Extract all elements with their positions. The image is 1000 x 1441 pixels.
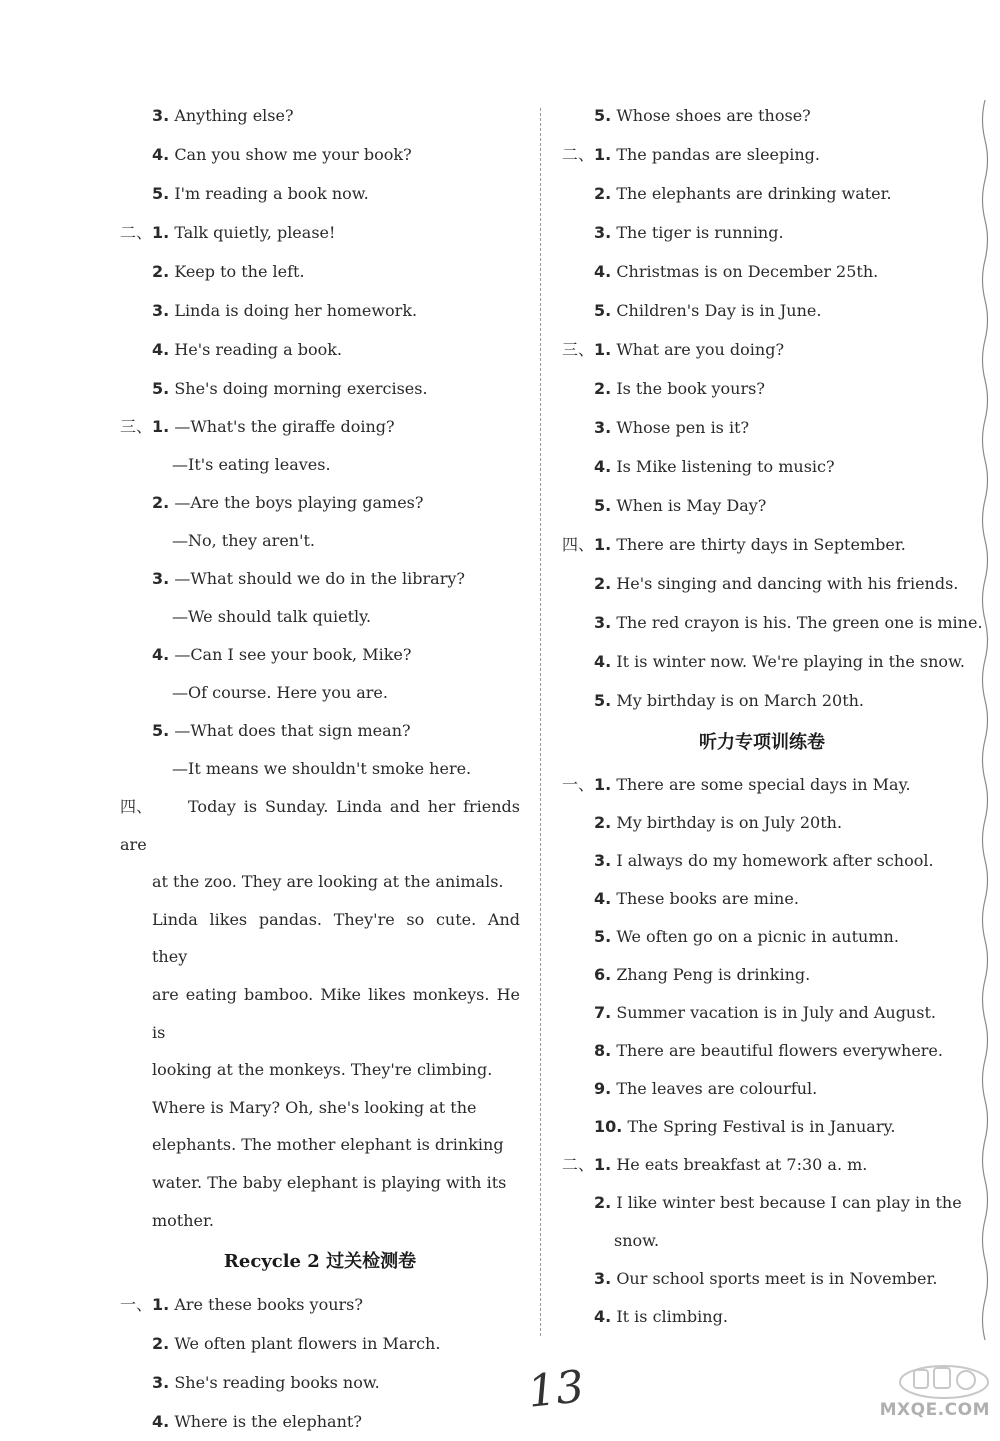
passage-line: looking at the monkeys. They're climbing. — [152, 1060, 493, 1080]
dialogue-answer: —It means we shouldn't smoke here. — [172, 759, 472, 778]
list-item: 4. It is winter now. We're playing in the snow. — [594, 652, 965, 671]
section-marker: 二、 — [120, 223, 153, 242]
passage-line: are eating bamboo. Mike likes monkeys. He is — [152, 984, 520, 1042]
list-item: 5. We often go on a picnic in autumn. — [594, 927, 899, 946]
list-item: 4. It is climbing. — [594, 1307, 728, 1326]
watermark-logo-icon — [874, 1358, 994, 1402]
dialogue-question: 5. —What does that sign mean? — [152, 721, 411, 740]
list-item: 2. I like winter best because I can play in the — [594, 1193, 962, 1212]
column-divider — [540, 108, 541, 1336]
list-item: 5. When is May Day? — [594, 496, 767, 515]
list-item: 一、1. Are these books yours? — [120, 1285, 520, 1324]
list-item: 5. My birthday is on March 20th. — [594, 691, 865, 710]
section-marker: 四、 — [120, 797, 153, 816]
list-item: 2. Is the book yours? — [594, 379, 765, 398]
list-item: 三、1. What are you doing? — [562, 330, 962, 369]
passage — [120, 788, 520, 1239]
dialogue-question: 3. —What should we do in the library? — [152, 569, 465, 588]
list-item: 3. Our school sports meet is in November. — [594, 1269, 938, 1288]
list-item: 四、1. There are thirty days in September. — [562, 525, 962, 564]
watermark — [874, 1358, 994, 1422]
list-item: 3. The tiger is running. — [594, 223, 784, 242]
dialogue-answer: —Of course. Here you are. — [172, 683, 388, 702]
section-marker: 四、 — [562, 535, 595, 554]
list-item: 9. The leaves are colourful. — [594, 1079, 818, 1098]
list-item: 2. He's singing and dancing with his friends. — [594, 574, 959, 593]
list-item: 4. Can you show me your book? — [152, 145, 412, 164]
section-marker: 二、 — [562, 1155, 595, 1174]
list-item: 3. Linda is doing her homework. — [152, 301, 418, 320]
dialogue-answer: —It's eating leaves. — [172, 455, 331, 474]
section-marker: 一、 — [120, 1295, 153, 1315]
list-item: 2. The elephants are drinking water. — [594, 184, 892, 203]
left-column — [120, 96, 520, 1441]
list-item: 4. These books are mine. — [594, 889, 799, 908]
list-item: 2. My birthday is on July 20th. — [594, 813, 843, 832]
list-item: 5. Whose shoes are those? — [594, 106, 811, 125]
list-item: 4. Is Mike listening to music? — [594, 457, 835, 476]
list-item-continuation: snow. — [614, 1231, 660, 1250]
section-marker: 一、 — [562, 775, 595, 794]
list-item: 二、1. Talk quietly, please! — [120, 213, 520, 252]
passage-first-line: 四、 Today is Sunday. Linda and her friends are — [120, 788, 520, 863]
list-item: 3. She's reading books now. — [152, 1373, 380, 1393]
section-marker: 三、 — [120, 417, 153, 436]
section-marker: 二、 — [562, 145, 595, 164]
list-item: 二、1. He eats breakfast at 7:30 a. m. — [562, 1146, 962, 1184]
list-item: 6. Zhang Peng is drinking. — [594, 965, 811, 984]
passage-line: mother. — [152, 1210, 214, 1230]
list-item: 5. She's doing morning exercises. — [152, 379, 428, 398]
right-column — [562, 96, 983, 1336]
list-item: 2. We often plant flowers in March. — [152, 1334, 441, 1354]
passage-line: Linda likes pandas. They're so cute. And they — [152, 909, 520, 967]
list-item: 3. The red crayon is his. The green one is mine. — [594, 613, 983, 632]
list-item: 3. Anything else? — [152, 106, 294, 125]
list-item: 4. Christmas is on December 25th. — [594, 262, 879, 281]
page-edge-decoration — [978, 100, 992, 1340]
section-heading: 听力专项训练卷 — [699, 732, 825, 753]
watermark-text: MXQE.COM — [879, 1400, 990, 1420]
dialogue-answer: —We should talk quietly. — [172, 607, 372, 626]
section-heading: Recycle 2 过关检测卷 — [223, 1251, 417, 1273]
passage-line: at the zoo. They are looking at the animals. — [152, 872, 504, 892]
list-item: 4. Where is the elephant? — [152, 1412, 362, 1432]
list-item: 10. The Spring Festival is in January. — [594, 1117, 896, 1136]
list-item: 2. Keep to the left. — [152, 262, 305, 281]
page-number: 13 — [525, 1361, 587, 1418]
list-item: 二、1. The pandas are sleeping. — [562, 135, 962, 174]
list-item: 3. I always do my homework after school. — [594, 851, 934, 870]
list-item: 7. Summer vacation is in July and August. — [594, 1003, 936, 1022]
passage-line: Where is Mary? Oh, she's looking at the — [152, 1097, 477, 1117]
dialogue-answer: —No, they aren't. — [172, 531, 316, 550]
list-item: 3. Whose pen is it? — [594, 418, 750, 437]
list-item: 5. I'm reading a book now. — [152, 184, 369, 203]
dialogue-question: 三、1. —What's the giraffe doing? — [120, 408, 520, 446]
list-item: 一、1. There are some special days in May. — [562, 766, 962, 804]
list-item: 5. Children's Day is in June. — [594, 301, 822, 320]
list-item: 4. He's reading a book. — [152, 340, 342, 359]
passage-line: elephants. The mother elephant is drinking — [152, 1135, 504, 1155]
list-item: 8. There are beautiful flowers everywhere. — [594, 1041, 943, 1060]
dialogue-question: 2. —Are the boys playing games? — [152, 493, 424, 512]
passage-line: water. The baby elephant is playing with its — [152, 1172, 507, 1192]
dialogue-question: 4. —Can I see your book, Mike? — [152, 645, 412, 664]
section-marker: 三、 — [562, 340, 595, 359]
